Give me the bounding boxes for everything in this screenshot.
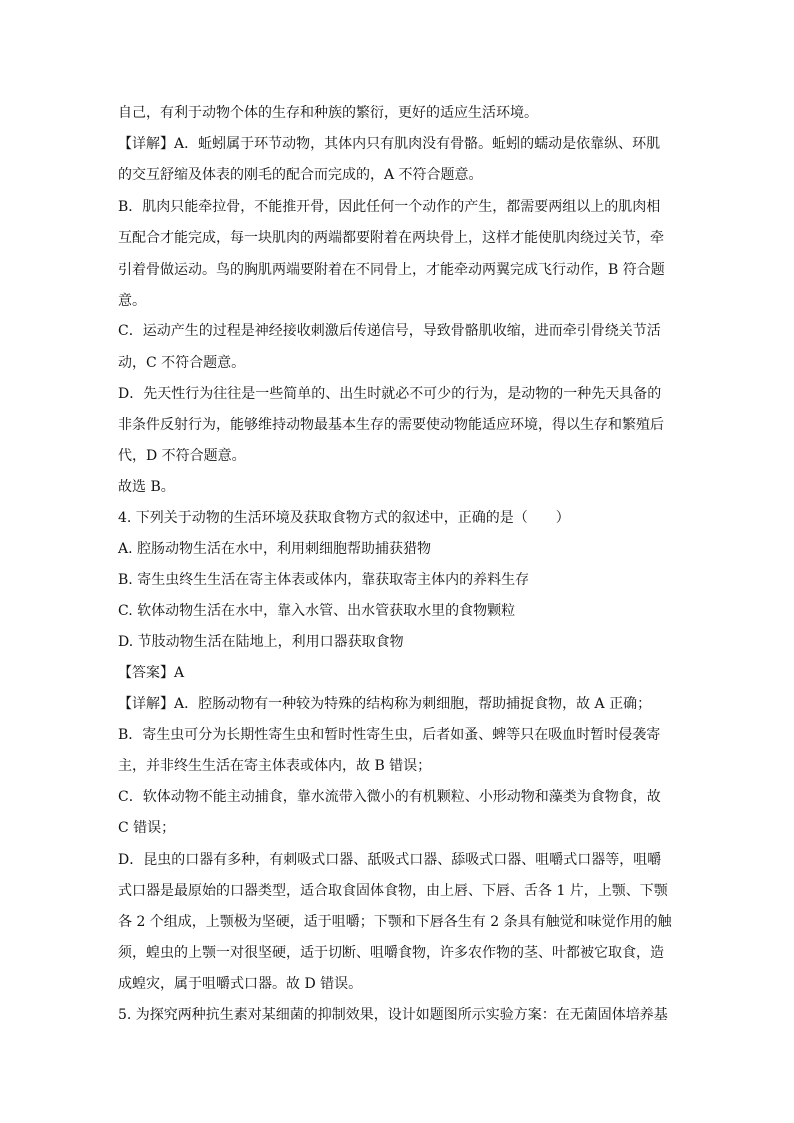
option-b: B. 寄生虫终生生活在寄主体表或体内，靠获取寄主体内的养料生存 bbox=[118, 572, 530, 588]
text-line: C 错误； bbox=[118, 820, 176, 836]
option-d: D. 节肢动物生活在陆地上，利用口器获取食物 bbox=[118, 634, 404, 650]
question-4-stem: 4. 下列关于动物的生活环境及获取食物方式的叙述中，正确的是（ ） bbox=[118, 510, 570, 526]
text-line: 故选 B。 bbox=[118, 479, 175, 495]
text-line: 互配合才能完成，每一块肌肉的两端都要附着在两块骨上，这样才能使肌肉绕过关节，牵 bbox=[118, 230, 664, 246]
text-line: 自己，有利于动物个体的生存和种族的繁衍，更好的适应生活环境。 bbox=[118, 105, 538, 121]
text-line: 主，并非终生生活在寄主体表或体内，故 B 错误； bbox=[118, 758, 432, 774]
text-line: 非条件反射行为，能够维持动物最基本生存的需要使动物能适应环境，得以生存和繁殖后 bbox=[118, 417, 664, 433]
text-line: 各 2 个组成，上颚极为坚硬，适于咀嚼；下颚和下唇各生有 2 条具有触觉和味觉作用的触 bbox=[118, 914, 672, 930]
text-line: 意。 bbox=[118, 293, 146, 309]
text-line: B．寄生虫可分为长期性寄生虫和暂时性寄生虫，后者如蚤、蜱等只在吸血时暂时侵袭寄 bbox=[118, 727, 661, 743]
question-5-stem: 5. 为探究两种抗生素对某细菌的抑制效果，设计如题图所示实验方案：在无菌固体培养基 bbox=[118, 1007, 668, 1023]
text-line: 式口器是最原始的口器类型，适合取食固体食物，由上唇、下唇、舌各 1 片，上颚、下颚 bbox=[118, 883, 668, 899]
text-line: C．软体动物不能主动捕食，靠水流带入微小的有机颗粒、小形动物和藻类为食物食，故 bbox=[118, 789, 661, 805]
text-line: 引着骨做运动。鸟的胸肌两端要附着在不同骨上，才能牵动两翼完成飞行动作，B 符合题 bbox=[118, 262, 665, 278]
text-line: 须，蝗虫的上颚一对很坚硬，适于切断、咀嚼食物，许多农作物的茎、叶都被它取食，造 bbox=[118, 945, 664, 961]
text-line: 动，C 不符合题意。 bbox=[118, 355, 246, 371]
answer-label: 【答案】A bbox=[118, 665, 185, 681]
text-line: 【详解】A．腔肠动物有一种较为特殊的结构称为刺细胞，帮助捕捉食物，故 A 正确； bbox=[118, 696, 652, 712]
text-line: 成蝗灾，属于咀嚼式口器。故 D 错误。 bbox=[118, 976, 363, 992]
text-line: 【详解】A．蚯蚓属于环节动物，其体内只有肌肉没有骨骼。蚯蚓的蠕动是依靠纵、环肌 bbox=[118, 136, 661, 152]
option-a: A. 腔肠动物生活在水中，利用刺细胞帮助捕获猎物 bbox=[118, 541, 432, 557]
text-line: 的交互舒缩及体表的刚毛的配合而完成的，A 不符合题意。 bbox=[118, 167, 483, 183]
text-line: D．昆虫的口器有多种，有刺吸式口器、舐吸式口器、舔吸式口器、咀嚼式口器等，咀嚼 bbox=[118, 852, 662, 868]
option-c: C. 软体动物生活在水中，靠入水管、出水管获取水里的食物颗粒 bbox=[118, 603, 516, 619]
text-line: C．运动产生的过程是神经接收刺激后传递信号，导致骨骼肌收缩，进而牵引骨绕关节活 bbox=[118, 323, 661, 339]
text-line: B．肌肉只能牵拉骨，不能推开骨，因此任何一个动作的产生，都需要两组以上的肌肉相 bbox=[118, 199, 661, 215]
text-line: D．先天性行为往往是一些简单的、出生时就必不可少的行为，是动物的一种先天具备的 bbox=[118, 386, 662, 402]
text-line: 代，D 不符合题意。 bbox=[118, 448, 246, 464]
